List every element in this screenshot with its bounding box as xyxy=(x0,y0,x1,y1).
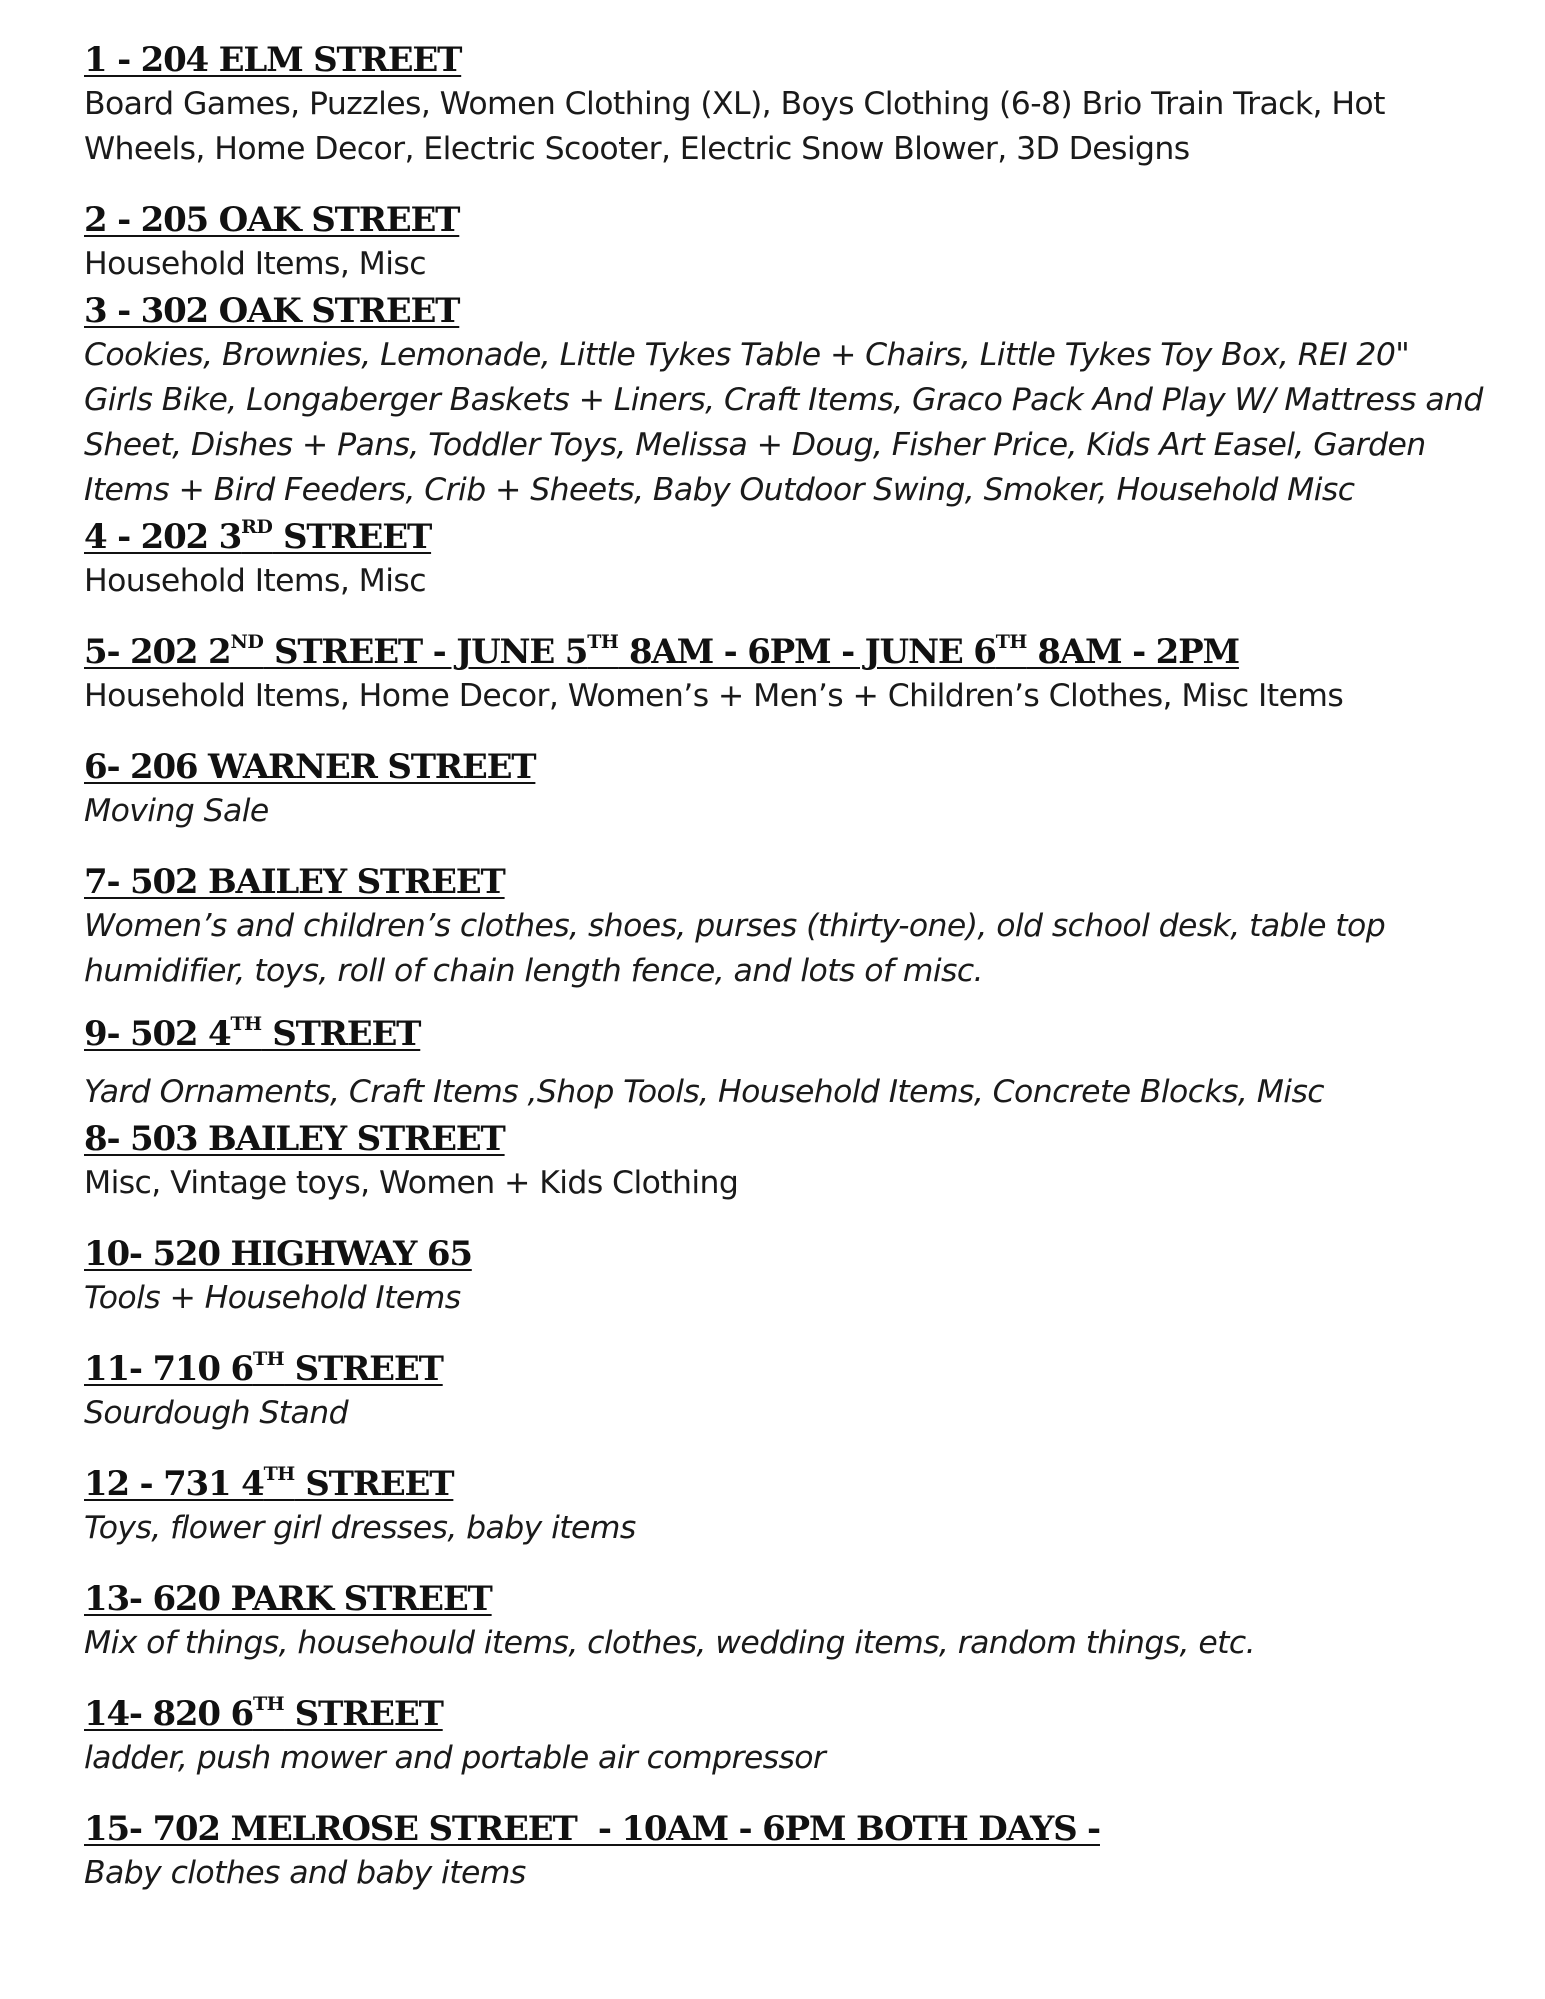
listing-heading: 13- 620 PARK STREET xyxy=(84,1579,492,1619)
listing-10 xyxy=(84,1232,1484,1321)
listing-description: Tools + Household Items xyxy=(84,1280,461,1316)
listing-12 xyxy=(84,1462,1484,1551)
listing-heading: 2 - 205 OAK STREET xyxy=(84,200,460,240)
listing-15 xyxy=(84,1807,1484,1896)
listing-heading: 7- 502 BAILEY STREET xyxy=(84,862,505,902)
listing-heading: 11- 710 6TH STREET xyxy=(84,1348,443,1389)
listing-description: Toys, flower girl dresses, baby items xyxy=(84,1510,636,1546)
listing-8 xyxy=(84,1117,1484,1206)
listing-description: Mix of things, househould items, clothes, wedding items, random things, etc. xyxy=(84,1625,1256,1661)
listing-11 xyxy=(84,1347,1484,1436)
listing-13 xyxy=(84,1577,1484,1666)
listing-2 xyxy=(84,198,1484,287)
listing-heading: 4 - 202 3RD STREET xyxy=(84,516,432,557)
listing-description: Sourdough Stand xyxy=(84,1395,348,1431)
listing-1 xyxy=(84,38,1484,172)
listing-7 xyxy=(84,860,1484,994)
listing-description: Cookies, Brownies, Lemonade, Little Tykes Table + Chairs, Little Tykes Toy Box, REI 20" Girls Bike, Longaberger Baskets + Liners, Craft Items, Graco Pack And Play W/ Mattress and Sheet, Dishes + Pans, Toddler Toys, Melissa + Doug, Fisher Price, Kids Art Easel, Garden Items + Bird Feeders, Crib + Sheets, Baby Outdoor Swing, Smoker, Household Misc xyxy=(84,337,1483,508)
listing-description: Yard Ornaments, Craft Items ,Shop Tools, Household Items, Concrete Blocks, Misc xyxy=(84,1074,1324,1110)
listing-4 xyxy=(84,515,1484,604)
listing-6 xyxy=(84,745,1484,834)
listing-description: Misc, Vintage toys, Women + Kids Clothing xyxy=(84,1165,739,1201)
listing-description: Board Games, Puzzles, Women Clothing (XL), Boys Clothing (6-8) Brio Train Track, Hot Wheels, Home Decor, Electric Scooter, Electric Snow Blower, 3D Designs xyxy=(84,86,1385,167)
listing-heading: 1 - 204 ELM STREET xyxy=(84,40,462,80)
listing-9 xyxy=(84,1012,1484,1115)
listing-3 xyxy=(84,289,1484,513)
listing-description: Baby clothes and baby items xyxy=(84,1855,526,1891)
listing-description: Moving Sale xyxy=(84,793,269,829)
listing-heading: 15- 702 MELROSE STREET - 10AM - 6PM BOTH DAYS - xyxy=(84,1809,1100,1849)
listing-heading: 12 - 731 4TH STREET xyxy=(84,1463,454,1504)
listing-heading: 10- 520 HIGHWAY 65 xyxy=(84,1234,472,1274)
listing-heading: 5- 202 2ND STREET - JUNE 5TH 8AM - 6PM - JUNE 6TH 8AM - 2PM xyxy=(84,631,1239,672)
listing-description: ladder, push mower and portable air compressor xyxy=(84,1740,826,1776)
listing-description: Women’s and children’s clothes, shoes, purses (thirty-one), old school desk, table top humidifier, toys, roll of chain length fence, and lots of misc. xyxy=(84,908,1386,989)
listing-heading: 6- 206 WARNER STREET xyxy=(84,747,536,787)
listing-description: Household Items, Misc xyxy=(84,246,426,282)
yard-sale-listings xyxy=(84,38,1484,1896)
listing-14 xyxy=(84,1692,1484,1781)
listing-description: Household Items, Home Decor, Women’s + Men’s + Children’s Clothes, Misc Items xyxy=(84,678,1344,714)
listing-heading: 8- 503 BAILEY STREET xyxy=(84,1119,505,1159)
listing-heading: 3 - 302 OAK STREET xyxy=(84,291,460,331)
listing-5 xyxy=(84,630,1484,719)
listing-heading: 14- 820 6TH STREET xyxy=(84,1693,443,1734)
listing-heading: 9- 502 4TH STREET xyxy=(84,1013,421,1054)
listing-description: Household Items, Misc xyxy=(84,563,426,599)
